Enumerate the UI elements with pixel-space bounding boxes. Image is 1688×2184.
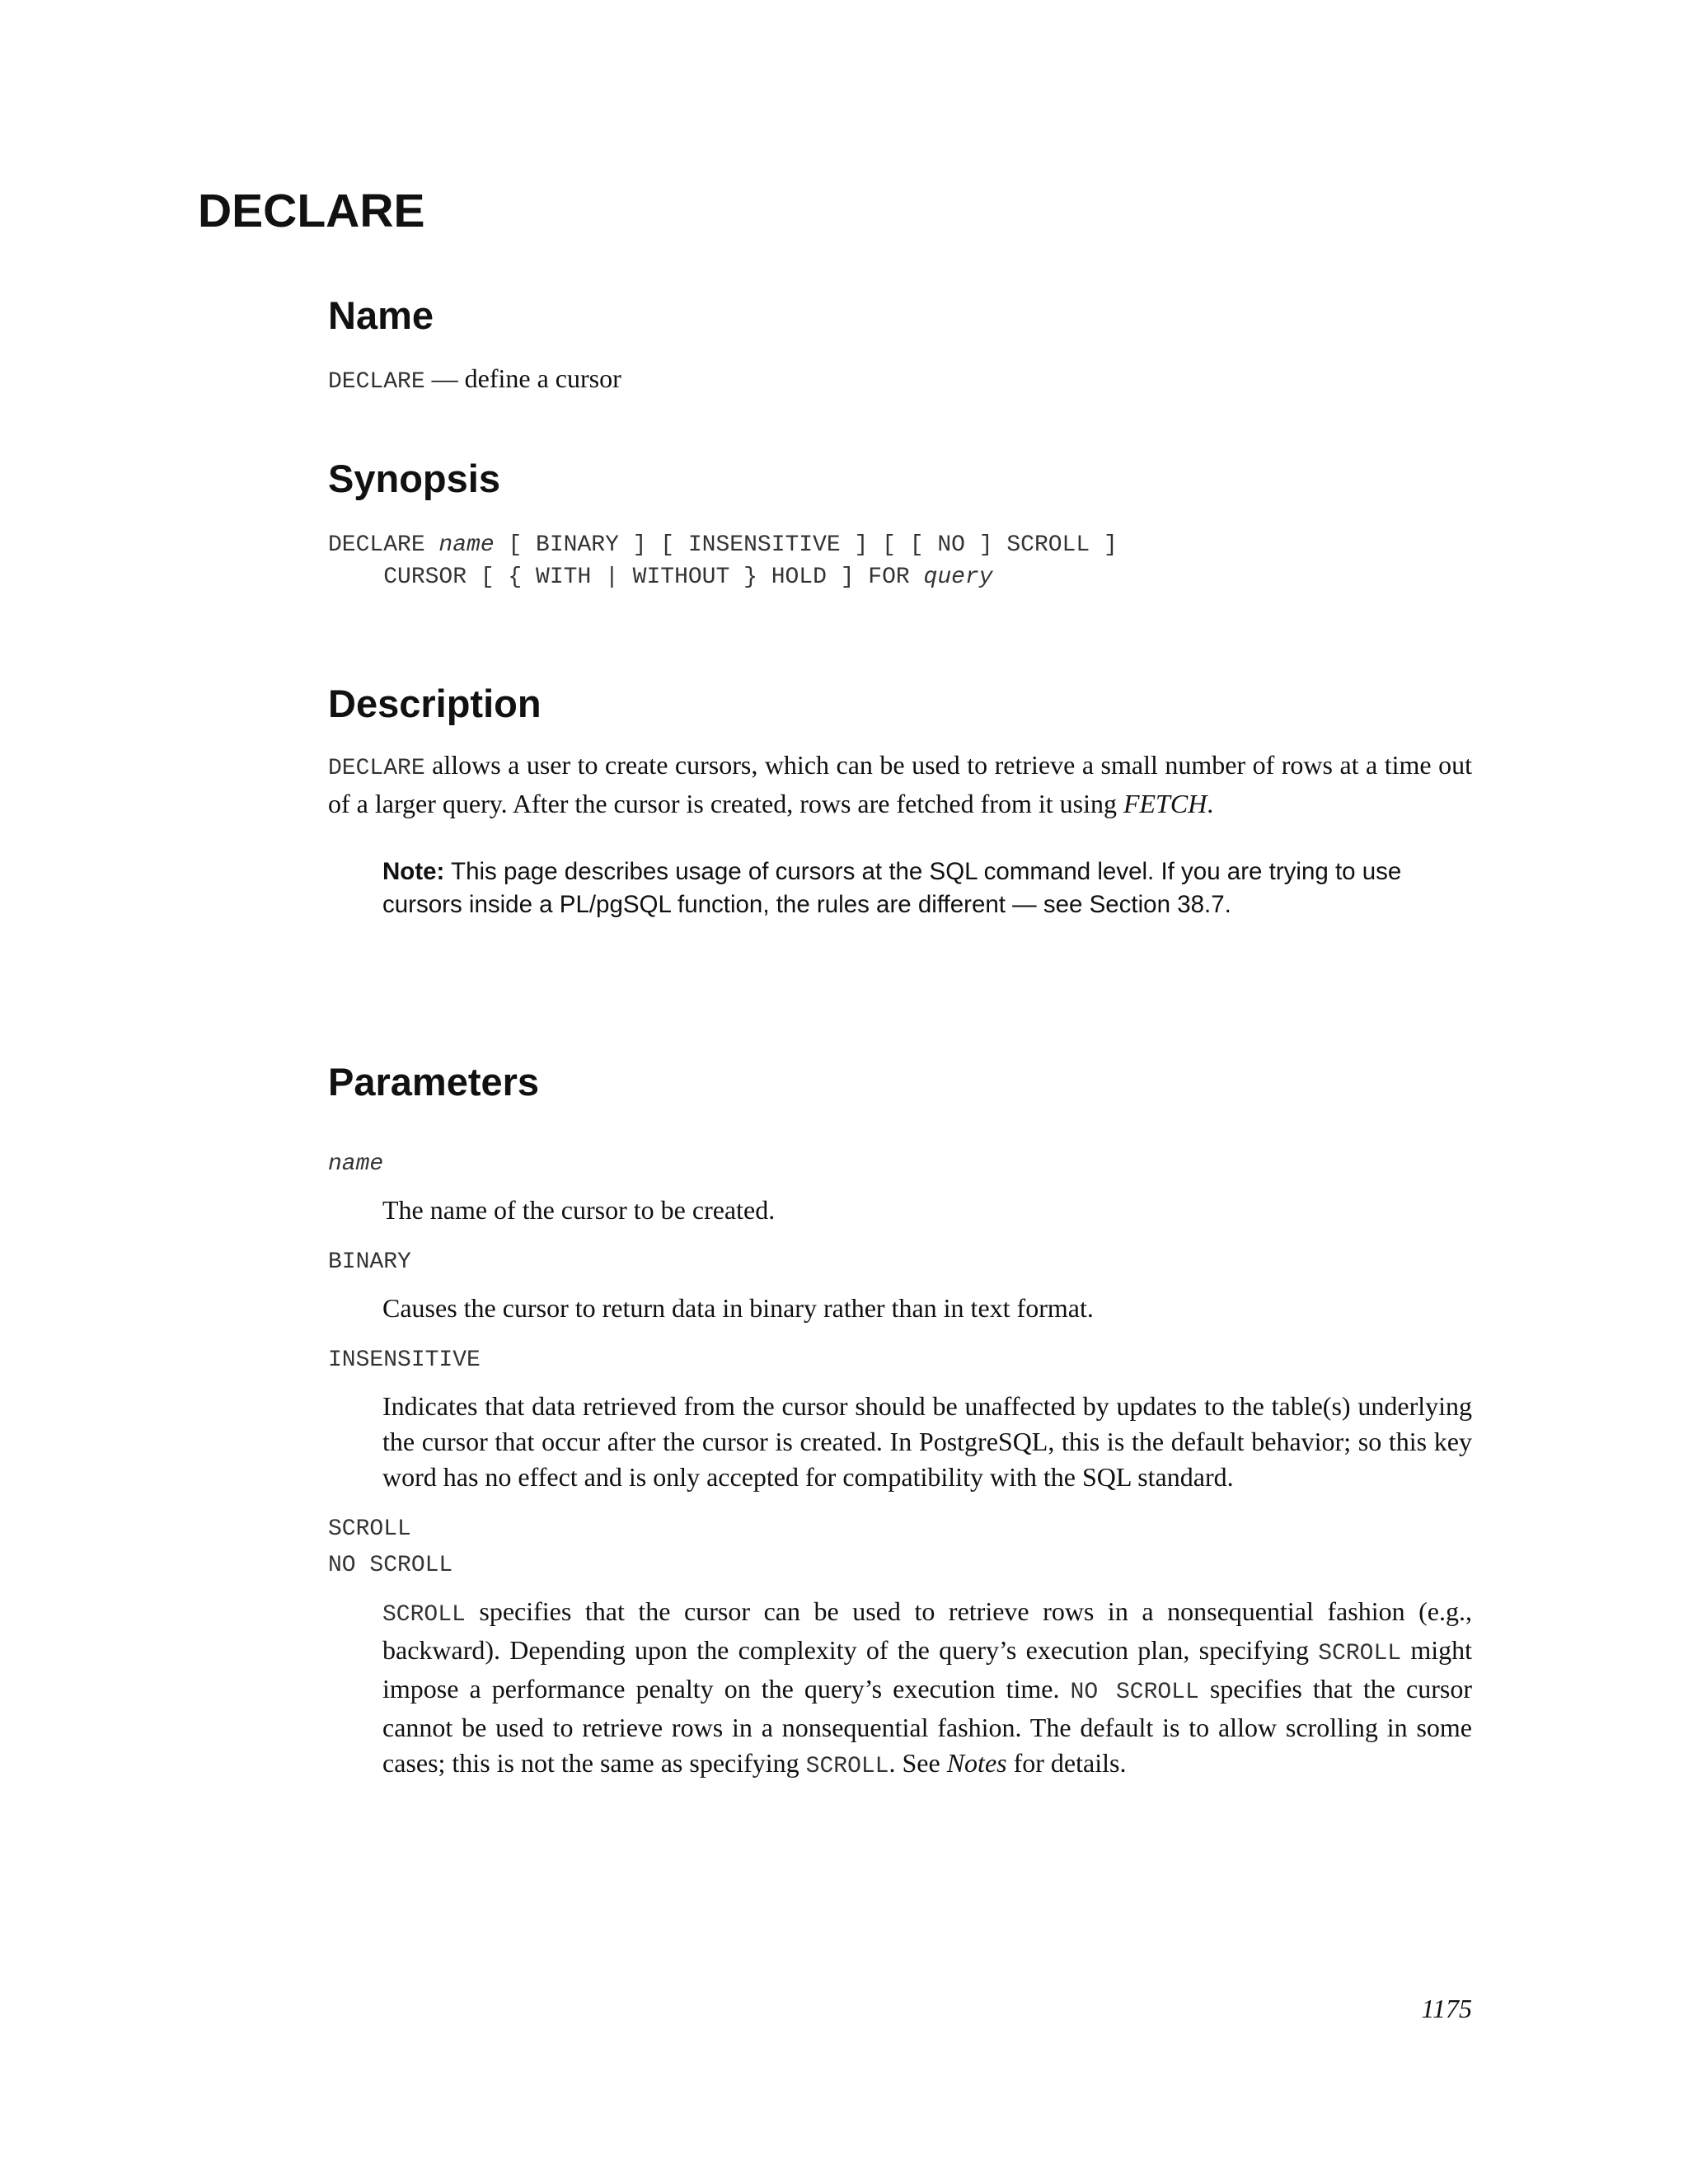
note-label: Note: [382, 858, 445, 885]
description-cmd: DECLARE [328, 756, 425, 781]
parameters-heading: Parameters [328, 1060, 540, 1104]
name-description [328, 361, 1472, 400]
param-term-noscroll: NO SCROLL [328, 1553, 453, 1578]
param-def-binary: Causes the cursor to return data in binary rather than in text format. [382, 1293, 1094, 1323]
notes-link[interactable]: Notes [946, 1748, 1007, 1778]
note-text: This page describes usage of cursors at the SQL command level. If you are trying to use cursors inside a PL/pgSQL function, the rules are different — see Section 38.7. [382, 858, 1402, 918]
page-title: DECLARE [198, 185, 425, 237]
synopsis-line1-a: DECLARE [328, 532, 439, 558]
description-text-a: allows a user to create cursors, which can be used to retrieve a small number of rows at a time out of a larger query. After the cursor is created, rows are fetched from it using [328, 750, 1472, 818]
description-fetch-link[interactable]: FETCH [1123, 789, 1207, 818]
page-number: 1175 [1421, 1994, 1472, 2023]
scroll-text-4: . See [889, 1748, 947, 1778]
scroll-kw-2: SCROLL [1318, 1641, 1402, 1666]
param-term-insensitive: INSENSITIVE [328, 1347, 481, 1373]
description-paragraph [328, 748, 1472, 822]
name-command: DECLARE [328, 369, 425, 395]
note-box [382, 855, 1472, 921]
param-term-scroll: SCROLL [328, 1516, 411, 1542]
synopsis-heading: Synopsis [328, 457, 500, 500]
description-text-b: . [1207, 789, 1214, 818]
synopsis-code [328, 529, 1118, 593]
synopsis-line2-a: CURSOR [ { WITH | WITHOUT } HOLD ] FOR [328, 565, 924, 590]
synopsis-name-param: name [438, 532, 495, 558]
scroll-kw-4: SCROLL [805, 1754, 889, 1779]
scroll-text-3: specifies that the cursor cannot be used to retrieve rows in a nonsequential fashion. The default is to allow scrolling in some cases; this is not the same as specifying [382, 1674, 1472, 1778]
name-heading: Name [328, 293, 434, 337]
param-def-scroll [382, 1594, 1472, 1784]
param-def-insensitive: Indicates that data retrieved from the cursor should be unaffected by updates to the table(s) underlying the cursor that occur after the cursor is created. In PostgreSQL, this is the default behavior; so this key word has no effect and is only accepted for compatibility with the SQL standard. [382, 1391, 1472, 1492]
scroll-text-5: for details. [1006, 1748, 1127, 1778]
scroll-text-2: might impose a performance penalty on the query’s execution time. [382, 1635, 1473, 1704]
param-def-name: The name of the cursor to be created. [382, 1195, 776, 1225]
name-dash-description: — define a cursor [424, 363, 621, 393]
param-term-binary: BINARY [328, 1249, 411, 1275]
scroll-text-1: specifies that the cursor can be used to retrieve rows in a nonsequential fashion (e.g., backward). Depending upon the complexity of the query’s execution plan, specifying [382, 1596, 1472, 1665]
synopsis-line1-b: [ BINARY ] [ INSENSITIVE ] [ [ NO ] SCROLL ] [494, 532, 1118, 558]
param-term-name: name [328, 1151, 384, 1177]
scroll-kw-1: SCROLL [382, 1602, 466, 1628]
description-heading: Description [328, 682, 542, 725]
synopsis-query-param: query [923, 565, 993, 590]
scroll-kw-3: NO SCROLL [1070, 1680, 1199, 1705]
